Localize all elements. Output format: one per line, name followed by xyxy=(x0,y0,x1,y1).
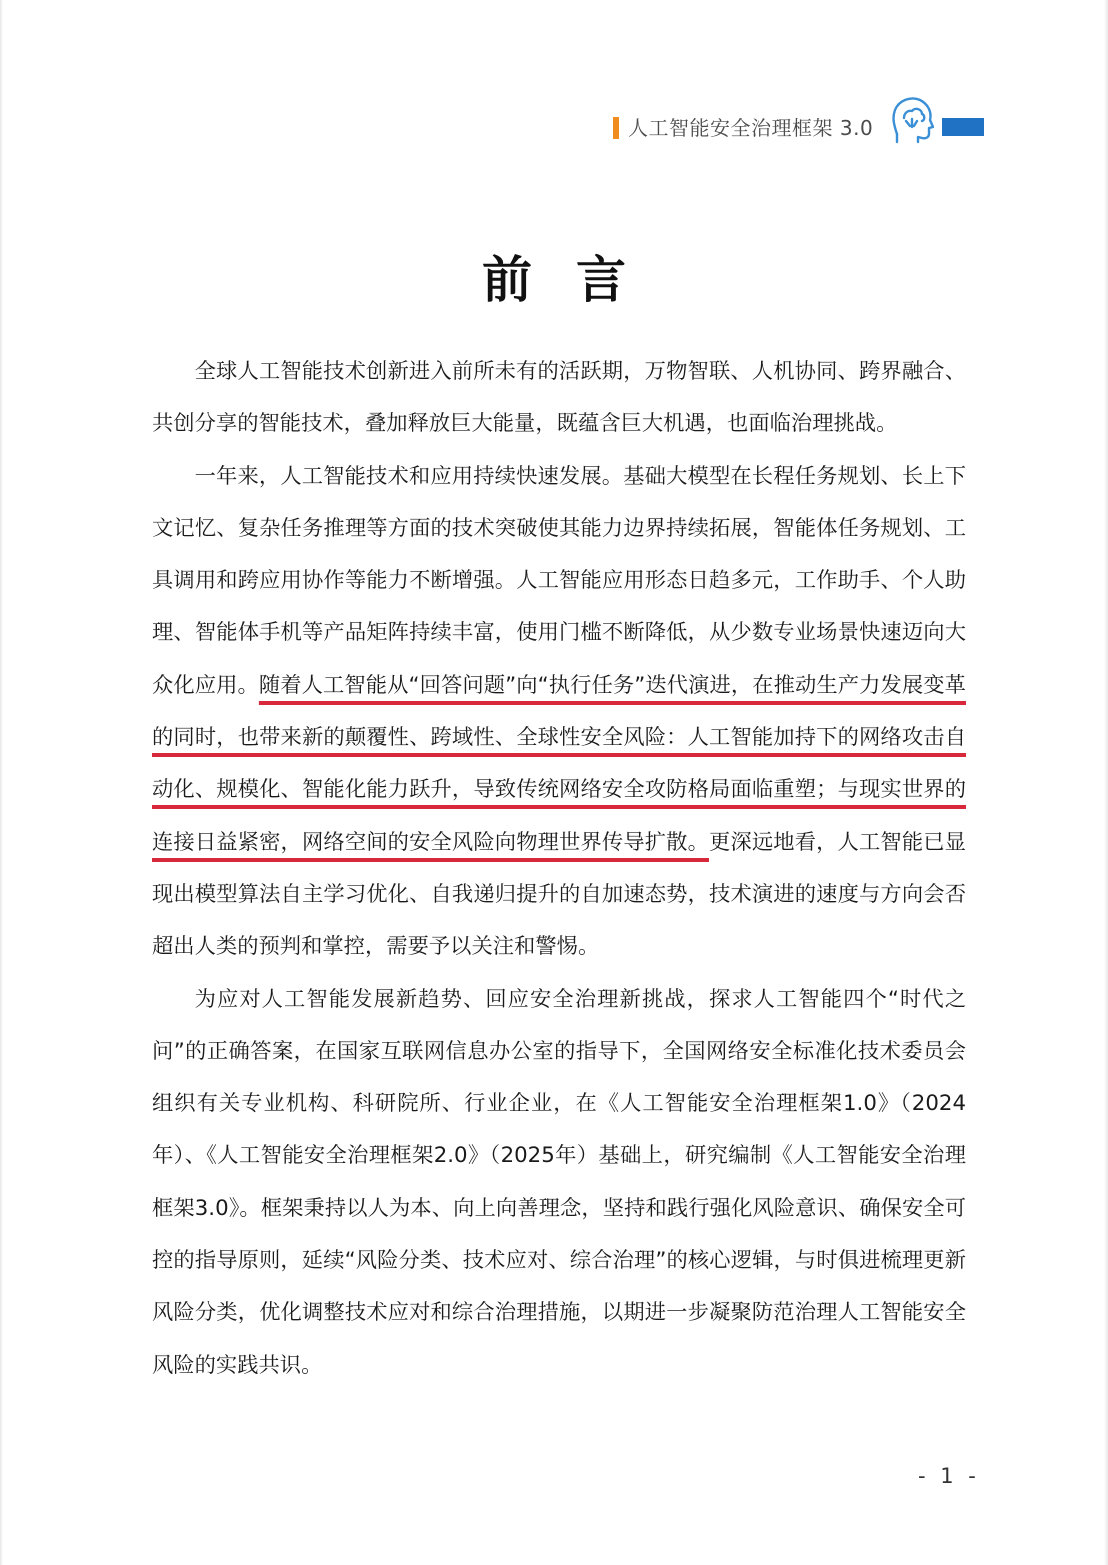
header-blue-marker xyxy=(942,118,984,136)
body-text xyxy=(152,346,966,1392)
paragraph-2-outro: 更深远地看，人工智能已显现出模型算法自主学习优化、自我递归提升的自加速态势，技术演进的速度与方向会否超出人类的预判和掌控，需要予以关注和警惕。 xyxy=(152,829,966,960)
ai-head-logo-icon xyxy=(888,94,934,144)
running-header xyxy=(612,94,988,144)
paragraph-1: 全球人工智能技术创新进入前所未有的活跃期，万物智联、人机协同、跨界融合、共创分享的智能技术，叠加释放巨大能量，既蕴含巨大机遇，也面临治理挑战。 xyxy=(152,359,966,437)
header-orange-marker xyxy=(613,117,619,139)
page-edge-left xyxy=(0,0,3,1565)
page-edge-right xyxy=(1104,0,1108,1565)
highlighted-passage: 随着人工智能从“回答问题”向“执行任务”迭代演进，在推动生产力发展变革的同时，也带来新的颠覆性、跨域性、全球性安全风险：人工智能加持下的网络攻击自动化、规模化、智能化能力跃升，导致传统网络安全攻防格局面临重塑；与现实世界的连接日益紧密，网络空间的安全风险向物理世界传导扩散。 xyxy=(152,672,966,855)
paragraph-3: 为应对人工智能发展新趋势、回应安全治理新挑战，探求人工智能四个“时代之问”的正确答案，在国家互联网信息办公室的指导下，全国网络安全标准化技术委员会组织有关专业机构、科研院所、行业企业，在《人工智能安全治理框架1.0》（2024年）、《人工智能安全治理框架2.0》（2025年）基础上，研究编制《人工智能安全治理框架3.0》。框架秉持以人为本、向上向善理念，坚持和践行强化风险意识、确保安全可控的指导原则，延续“风险分类、技术应对、综合治理”的核心逻辑，与时俱进梳理更新风险分类，优化调整技术应对和综合治理措施，以期进一步凝聚防范治理人工智能安全风险的实践共识。 xyxy=(152,986,966,1378)
page-number: - 1 - xyxy=(918,1464,980,1488)
paragraph-2-intro: 一年来，人工智能技术和应用持续快速发展。基础大模型在长程任务规划、长上下文记忆、复杂任务推理等方面的技术突破使其能力边界持续拓展，智能体任务规划、工具调用和跨应用协作等能力不断增强。人工智能应用形态日趋多元，工作助手、个人助理、智能体手机等产品矩阵持续丰富，使用门槛不断降低，从少数专业场景快速迈向大众化应用。 xyxy=(152,463,966,698)
running-title: 人工智能安全治理框架 3.0 xyxy=(628,116,874,140)
paragraph-2 xyxy=(152,451,966,974)
page-title: 前言 xyxy=(482,250,670,309)
